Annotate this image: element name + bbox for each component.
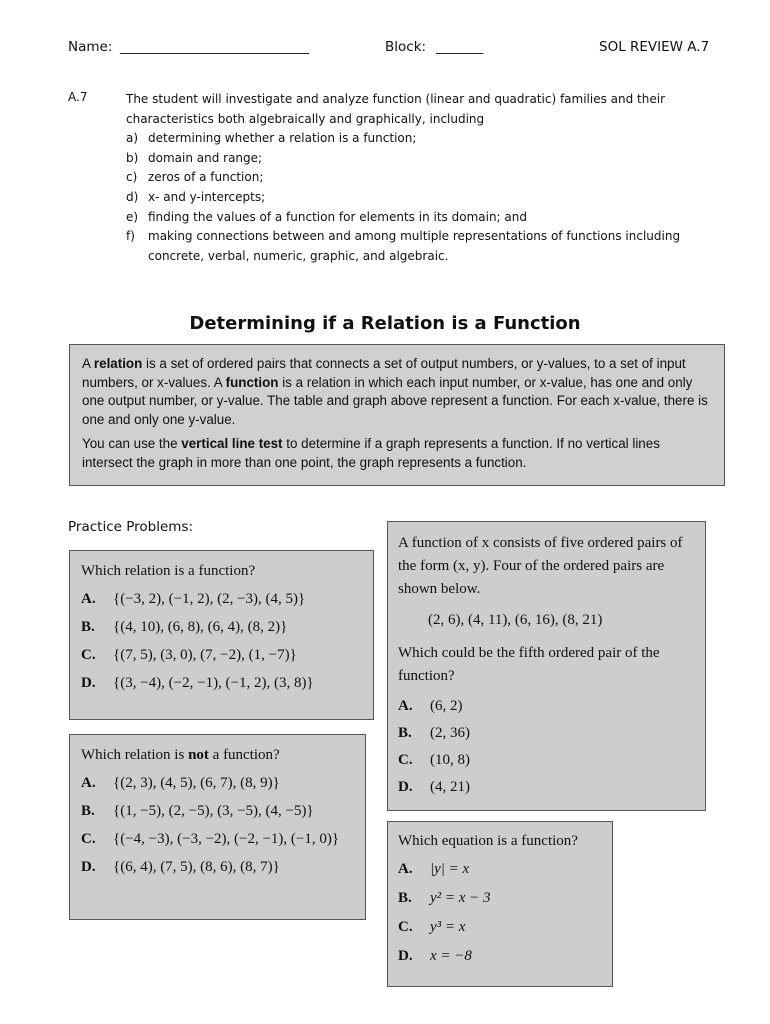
answer-choice (81, 773, 355, 793)
text-run: to determine if a graph represents a function. If no vertical lines intersect the graph in more than one point, the graph represents a function. (82, 436, 660, 470)
problem-box (387, 521, 706, 811)
answer-choice (398, 696, 695, 716)
item-text: x- and y-intercepts; (148, 189, 266, 204)
choice-text: {(4, 10), (6, 8), (6, 4), (8, 2)} (113, 619, 288, 635)
term-relation: relation (93, 356, 143, 371)
choice-text: {(7, 5), (3, 0), (7, −2), (1, −7)} (113, 647, 297, 663)
section-title: Determining if a Relation is a Function (189, 313, 581, 334)
choice-text: y² = x − 3 (430, 890, 491, 906)
choice-letter: D. (398, 779, 413, 795)
problem-box (69, 550, 374, 720)
choice-text: x = −8 (430, 948, 472, 964)
text-run: You can use the (82, 436, 182, 452)
choice-letter: B. (398, 725, 412, 741)
review-title: SOL REVIEW A.7 (599, 39, 710, 55)
answer-choice (81, 801, 355, 821)
definition-paragraph (82, 355, 710, 429)
standard-intro: The student will investigate and analyze function (linear and quadratic) families and their characteristics both algebraically and graphically, including (126, 92, 666, 126)
emphasis-not: not (188, 747, 209, 763)
text-run: a function? (208, 747, 280, 763)
standard-item (126, 149, 726, 169)
choice-text: {(1, −5), (2, −5), (3, −5), (4, −5)} (113, 803, 314, 819)
question: A function of x consists of five ordered pairs of the form (x, y). Four of the ordered pairs are shown below. (398, 535, 683, 597)
standard-item (126, 208, 726, 228)
choice-letter: C. (81, 831, 96, 847)
answer-choice (81, 673, 363, 693)
choice-text: (10, 8) (430, 752, 470, 768)
choice-text: {(6, 4), (7, 5), (8, 6), (8, 7)} (113, 859, 280, 875)
item-letter: b) (126, 150, 139, 165)
term-vertical-line-test: vertical line test (181, 436, 283, 452)
answer-choice (81, 645, 363, 665)
answer-choice (81, 617, 363, 637)
answer-choice (398, 888, 602, 908)
text-run: is a set of ordered pairs that connects a set of output numbers, or y-values, to a set of input numbers, or x-values. A (82, 356, 686, 390)
choice-text: y³ = x (430, 919, 466, 935)
name-blank: ____________________________ (120, 39, 309, 55)
block-blank: _______ (436, 39, 484, 55)
item-text: making connections between and among multiple representations of functions including concrete, verbal, numeric, graphic, and algebraic. (148, 229, 681, 263)
text-run: A (82, 356, 94, 371)
answer-choice (398, 777, 695, 797)
choice-letter: C. (398, 919, 413, 935)
item-text: domain and range; (148, 150, 263, 165)
choice-text: {(−3, 2), (−1, 2), (2, −3), (4, 5)} (113, 591, 306, 607)
choice-letter: D. (398, 948, 413, 964)
choice-letter: D. (81, 675, 96, 691)
item-letter: a) (126, 131, 139, 146)
standard-list (126, 129, 726, 266)
answer-choice (398, 859, 602, 879)
practice-problems-label: Practice Problems: (68, 519, 193, 535)
choice-letter: A. (398, 698, 413, 714)
block-label: Block: (385, 39, 427, 55)
item-letter: d) (126, 189, 139, 204)
definition-box (69, 344, 725, 486)
standard-item (126, 129, 726, 149)
answer-choice (398, 946, 602, 966)
choice-letter: B. (81, 619, 95, 635)
answer-choice (81, 589, 363, 609)
item-text: determining whether a relation is a function; (148, 131, 417, 146)
answer-choice (81, 829, 355, 849)
choice-letter: A. (81, 775, 96, 791)
choice-letter: C. (398, 752, 413, 768)
problem-box (69, 734, 366, 920)
standard-item (126, 168, 726, 188)
standard-item (126, 227, 726, 266)
page-header (68, 39, 728, 61)
choice-letter: D. (81, 859, 96, 875)
text-run: Which relation is (81, 747, 189, 763)
choice-text: {(3, −4), (−2, −1), (−1, 2), (3, 8)} (113, 675, 314, 691)
question-followup: Which could be the fifth ordered pair of the function? (398, 645, 660, 684)
item-text: zeros of a function; (148, 170, 264, 185)
choice-letter: B. (81, 803, 95, 819)
item-text: finding the values of a function for elements in its domain; and (148, 209, 527, 224)
choice-text: {(−4, −3), (−3, −2), (−2, −1), (−1, 0)} (113, 831, 340, 847)
question (81, 747, 355, 764)
choice-text: (2, 36) (430, 725, 470, 741)
answer-choice (398, 750, 695, 770)
answer-choice (81, 857, 355, 877)
choice-letter: A. (81, 591, 96, 607)
item-letter: f) (126, 229, 135, 244)
choice-letter: C. (81, 647, 96, 663)
answer-choice (398, 723, 695, 743)
choice-text: |y| = x (430, 861, 470, 877)
standard-code: A.7 (68, 90, 88, 104)
choice-letter: B. (398, 890, 412, 906)
choice-text: {(2, 3), (4, 5), (6, 7), (8, 9)} (113, 775, 280, 791)
ordered-pairs: (2, 6), (4, 11), (6, 16), (8, 21) (428, 612, 603, 628)
question: Which equation is a function? (398, 833, 578, 849)
problem-box (387, 821, 613, 987)
choice-letter: A. (398, 861, 413, 877)
vertical-line-test-paragraph (82, 435, 710, 472)
name-label: Name: (68, 39, 113, 55)
choice-text: (4, 21) (430, 779, 470, 795)
standard-item (126, 188, 726, 208)
choice-text: (6, 2) (430, 698, 463, 714)
text-run: is a relation in which each input number, or x-value, has one and only one output number, or y-value. The table and graph above represent a function. For each x-value, there is one and only one y-value. (82, 374, 708, 427)
standard-description (126, 90, 726, 266)
item-letter: e) (126, 209, 139, 224)
term-function: function (225, 374, 279, 390)
answer-choice (398, 917, 602, 937)
item-letter: c) (126, 170, 138, 185)
question: Which relation is a function? (81, 563, 256, 579)
